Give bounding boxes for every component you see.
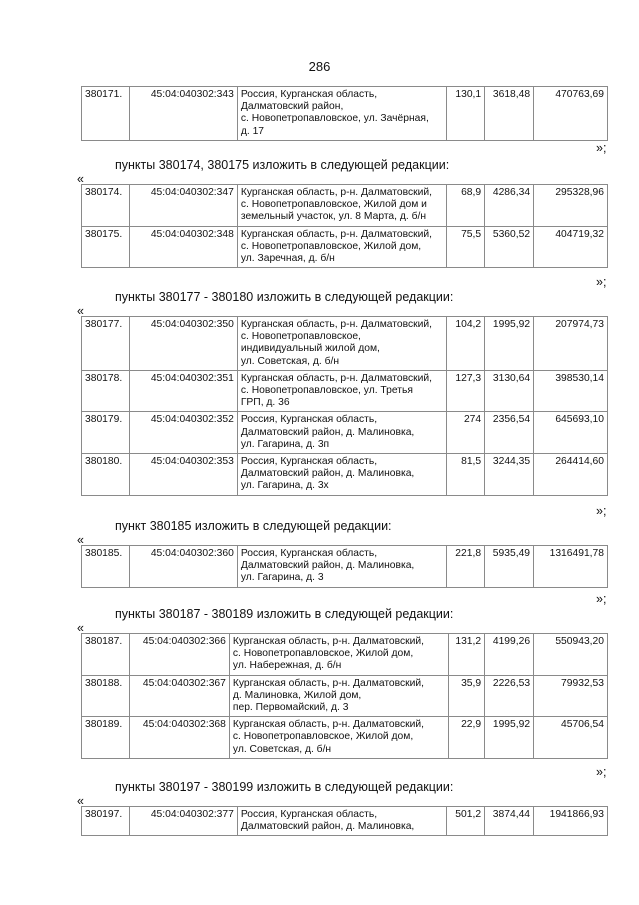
cadastral-number-cell: 45:04:040302:351	[129, 370, 237, 412]
address-cell	[237, 454, 446, 496]
rate-cell: 5360,52	[485, 226, 534, 268]
row-number-cell: 380179.	[82, 412, 130, 454]
rate-cell: 4199,26	[485, 634, 534, 676]
cadastral-number-cell: 45:04:040302:360	[129, 546, 237, 588]
cadastral-value-cell: 398530,14	[534, 370, 608, 412]
address-line: индивидуальный жилой дом,	[240, 343, 380, 355]
row-number-cell: 380197.	[82, 807, 130, 836]
cadastral-number-cell: 45:04:040302:350	[129, 317, 237, 371]
address-cell	[229, 634, 448, 676]
area-cell: 22,9	[449, 717, 485, 759]
cadastral-value-cell: 45706,54	[534, 717, 608, 759]
cadastral-number-cell: 45:04:040302:347	[129, 185, 237, 227]
cadastral-value-cell: 264414,60	[534, 454, 608, 496]
area-cell: 130,1	[447, 87, 485, 141]
rate-cell: 3874,44	[485, 807, 534, 836]
table-row	[82, 675, 608, 717]
address-line: Курганская область, р-н. Далматовский,	[240, 319, 432, 330]
row-number-cell: 380171.	[82, 87, 130, 141]
table-body	[82, 634, 608, 759]
address-line: Курганская область, р-н. Далматовский,	[240, 228, 432, 240]
rate-cell: 3130,64	[485, 370, 534, 412]
row-number-cell: 380178.	[82, 370, 130, 412]
address-line: с. Новопетропавловское, Жилой дом,	[232, 648, 414, 660]
address-cell	[237, 546, 446, 588]
address-cell	[237, 87, 446, 141]
address-line: Россия, Курганская область,	[240, 456, 378, 468]
rate-cell: 2226,53	[485, 675, 534, 717]
cadastral-value-cell: 1941866,93	[534, 807, 608, 836]
property-table	[81, 86, 608, 141]
address-cell	[229, 717, 448, 759]
area-cell: 127,3	[447, 370, 485, 412]
address-line: с. Новопетропавловское, ул. Зачёрная,	[240, 113, 429, 125]
amendment-instruction: пункты 380187 - 380189 изложить в следующей редакции:	[115, 607, 454, 621]
address-line: с. Новопетропавловское, Жилой дом и	[240, 199, 427, 211]
row-number-cell: 380189.	[82, 717, 130, 759]
area-cell: 68,9	[447, 185, 485, 227]
property-table	[81, 316, 608, 496]
table-row	[82, 807, 608, 836]
address-line: с. Новопетропавловское, Жилой дом,	[240, 240, 422, 252]
table-body	[82, 317, 608, 496]
area-cell: 131,2	[449, 634, 485, 676]
row-number-cell: 380188.	[82, 675, 130, 717]
area-cell: 501,2	[447, 807, 485, 836]
amendment-instruction: пункты 380174, 380175 изложить в следующей редакции:	[115, 158, 450, 172]
cadastral-value-cell: 645693,10	[534, 412, 608, 454]
cadastral-number-cell: 45:04:040302:353	[129, 454, 237, 496]
table-row	[82, 226, 608, 268]
rate-cell: 1995,92	[485, 317, 534, 371]
closing-quote: »;	[596, 765, 607, 779]
property-table	[81, 184, 608, 268]
cadastral-value-cell: 207974,73	[534, 317, 608, 371]
rate-cell: 2356,54	[485, 412, 534, 454]
address-line: ул. Гагарина, д. 3	[240, 572, 324, 584]
table-row	[82, 717, 608, 759]
address-line: Россия, Курганская область,	[240, 414, 378, 426]
address-line: Курганская область, р-н. Далматовский,	[232, 636, 425, 647]
address-line: д. 17	[240, 125, 265, 137]
table-row	[82, 87, 608, 141]
cadastral-number-cell: 45:04:040302:377	[129, 807, 237, 836]
table-row	[82, 412, 608, 454]
cadastral-value-cell: 295328,96	[534, 185, 608, 227]
address-cell	[237, 185, 446, 227]
area-cell: 104,2	[447, 317, 485, 371]
rate-cell: 1995,92	[485, 717, 534, 759]
opening-quote: «	[77, 621, 84, 635]
address-line: Россия, Курганская область,	[240, 548, 378, 559]
table-body	[82, 185, 608, 268]
address-cell	[237, 412, 446, 454]
table-row	[82, 634, 608, 676]
table-row	[82, 317, 608, 371]
amendment-instruction: пункты 380177 - 380180 изложить в следующей редакции:	[115, 290, 454, 304]
row-number-cell: 380185.	[82, 546, 130, 588]
area-cell: 35,9	[449, 675, 485, 717]
address-line: ГРП, д. 36	[240, 397, 290, 409]
closing-quote: »;	[596, 592, 607, 606]
table-body	[82, 546, 608, 588]
address-cell	[237, 807, 446, 836]
table-body	[82, 807, 608, 836]
cadastral-number-cell: 45:04:040302:352	[129, 412, 237, 454]
row-number-cell: 380180.	[82, 454, 130, 496]
amendment-instruction: пункты 380197 - 380199 изложить в следующей редакции:	[115, 780, 454, 794]
cadastral-value-cell: 470763,69	[534, 87, 608, 141]
address-cell	[237, 226, 446, 268]
address-line: Курганская область, р-н. Далматовский,	[232, 719, 425, 731]
row-number-cell: 380177.	[82, 317, 130, 371]
address-line: ул. Советская, д. б/н	[232, 743, 332, 755]
closing-quote: »;	[596, 275, 607, 289]
property-table	[81, 806, 608, 836]
table-row	[82, 454, 608, 496]
address-line: Россия, Курганская область,	[240, 89, 378, 100]
page-number: 286	[308, 59, 331, 74]
closing-quote: »;	[596, 504, 607, 518]
address-line: ул. Заречная, д. б/н	[240, 253, 335, 265]
address-line: Россия, Курганская область,	[240, 809, 378, 820]
area-cell: 221,8	[447, 546, 485, 588]
area-cell: 274	[447, 412, 485, 454]
cadastral-number-cell: 45:04:040302:368	[129, 717, 229, 759]
cadastral-value-cell: 79932,53	[534, 675, 608, 717]
address-line: Далматовский район, д. Малиновка,	[240, 468, 415, 480]
table-row	[82, 546, 608, 588]
table-row	[82, 370, 608, 412]
cadastral-number-cell: 45:04:040302:367	[129, 675, 229, 717]
cadastral-value-cell: 550943,20	[534, 634, 608, 676]
address-line: земельный участок, ул. 8 Марта, д. б/н	[240, 211, 427, 223]
closing-quote: »;	[596, 141, 607, 155]
rate-cell: 3618,48	[485, 87, 534, 141]
address-cell	[237, 317, 446, 371]
address-cell	[229, 675, 448, 717]
cadastral-value-cell: 1316491,78	[534, 546, 608, 588]
cadastral-value-cell: 404719,32	[534, 226, 608, 268]
amendment-instruction: пункт 380185 изложить в следующей редакции:	[115, 519, 392, 533]
address-line: ул. Гагарина, д. 3х	[240, 480, 329, 492]
area-cell: 75,5	[447, 226, 485, 268]
row-number-cell: 380174.	[82, 185, 130, 227]
opening-quote: «	[77, 533, 84, 547]
address-line: с. Новопетропавловское,	[240, 331, 361, 343]
opening-quote: «	[77, 794, 84, 808]
address-line: с. Новопетропавловское, Жилой дом,	[232, 731, 414, 743]
property-table	[81, 545, 608, 588]
address-line: Курганская область, р-н. Далматовский,	[240, 372, 432, 384]
address-line: д. Малиновка, Жилой дом,	[232, 689, 362, 701]
address-line: Курганская область, р-н. Далматовский,	[232, 677, 425, 689]
cadastral-number-cell: 45:04:040302:343	[129, 87, 237, 141]
row-number-cell: 380187.	[82, 634, 130, 676]
rate-cell: 3244,35	[485, 454, 534, 496]
row-number-cell: 380175.	[82, 226, 130, 268]
table-body	[82, 87, 608, 141]
property-table	[81, 633, 608, 759]
table-row	[82, 185, 608, 227]
address-line: Далматовский район, д. Малиновка,	[240, 821, 415, 833]
address-line: ул. Гагарина, д. 3п	[240, 438, 330, 450]
cadastral-number-cell: 45:04:040302:348	[129, 226, 237, 268]
address-line: Далматовский район, д. Малиновка,	[240, 560, 415, 572]
address-line: Далматовский район,	[240, 101, 344, 113]
opening-quote: «	[77, 172, 84, 186]
area-cell: 81,5	[447, 454, 485, 496]
address-line: Далматовский район, д. Малиновка,	[240, 426, 415, 438]
opening-quote: «	[77, 304, 84, 318]
cadastral-number-cell: 45:04:040302:366	[129, 634, 229, 676]
rate-cell: 5935,49	[485, 546, 534, 588]
address-line: ул. Советская, д. б/н	[240, 355, 340, 367]
address-cell	[237, 370, 446, 412]
address-line: ул. Набережная, д. б/н	[232, 660, 342, 672]
rate-cell: 4286,34	[485, 185, 534, 227]
address-line: Курганская область, р-н. Далматовский,	[240, 187, 432, 198]
address-line: пер. Первомайский, д. 3	[232, 702, 349, 714]
address-line: с. Новопетропавловское, ул. Третья	[240, 385, 413, 397]
